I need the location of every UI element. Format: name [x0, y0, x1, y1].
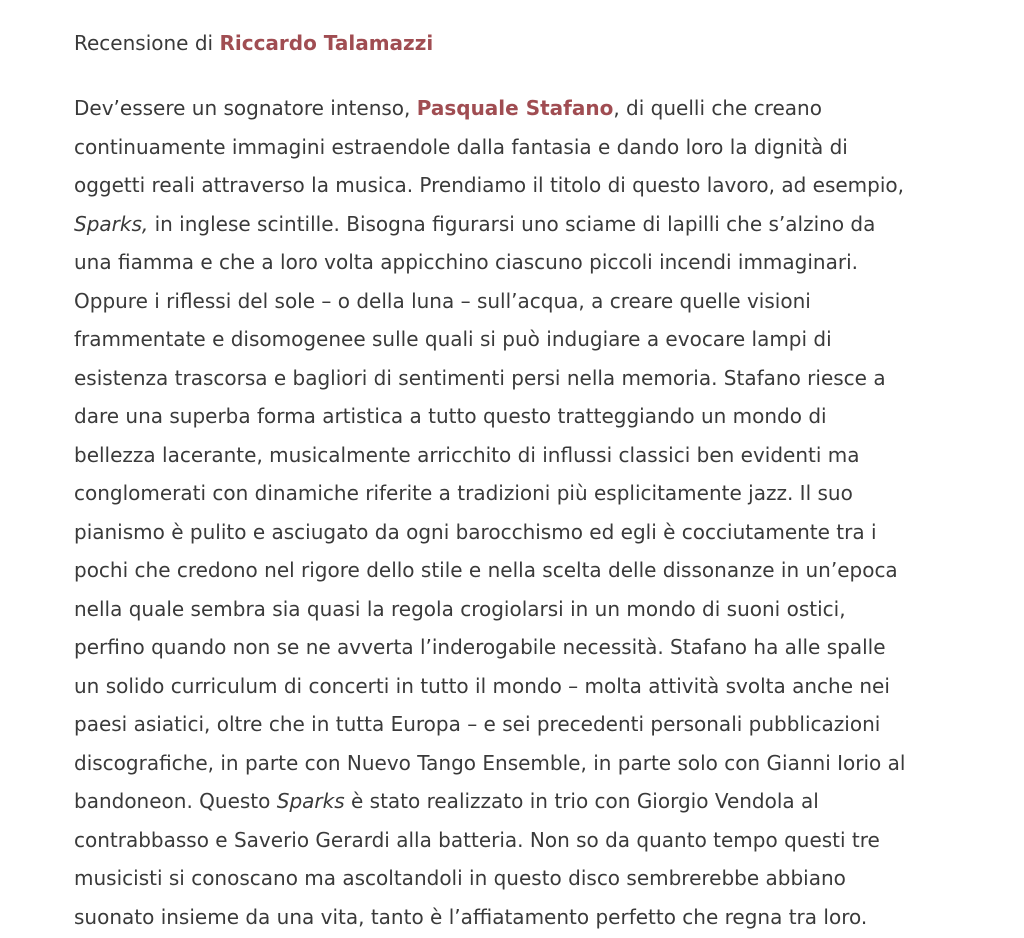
review-line-6: Oppure i riflessi del sole – o della luna – sull’acqua, a creare quelle visioni	[74, 288, 811, 313]
review-line-1-end: , di quelli che creano	[613, 96, 822, 120]
review-line-8: esistenza trascorsa e bagliori di sentimenti persi nella memoria. Stafano riesce a	[74, 365, 886, 390]
review-line-13: pochi che credono nel rigore dello stile e nella scelta delle dissonanze in un’epoca	[74, 558, 898, 582]
review-line-1-start: Dev’essere un sognatore intenso,	[74, 96, 417, 120]
review-line-14: nella quale sembra sia quasi la regola crogiolarsi in un mondo di suoni ostici,	[74, 596, 846, 621]
review-line-22: suonato insieme da una vita, tanto è l’affiatamento perfetto che regna tra loro.	[74, 904, 868, 929]
review-line-3: oggetti reali attraverso la musica. Prendiamo il titolo di questo lavoro, ad esempio,	[74, 173, 904, 197]
artist-name: Pasquale Stafano	[416, 96, 614, 120]
review-byline	[74, 28, 974, 58]
review-line-20: contrabbasso e Saverio Gerardi alla batteria. Non so da quanto tempo questi tre	[74, 827, 880, 852]
byline-author: Riccardo Talamazzi	[219, 31, 434, 55]
review-line-11: conglomerati con dinamiche riferite a tradizioni più esplicitamente jazz. Il suo	[74, 481, 853, 505]
review-line-19-end: è stato realizzato in trio con Giorgio Vendola al	[344, 789, 819, 813]
review-line-9: dare una superba forma artistica a tutto questo tratteggiando un mondo di	[74, 404, 827, 428]
review-line-15: perfino quando non se ne avverta l’inderogabile necessità. Stafano ha alle spalle	[74, 635, 886, 659]
review-line-18: discografiche, in parte con Nuevo Tango Ensemble, in parte solo con Gianni Iorio al	[74, 750, 906, 775]
review-line-1	[74, 89, 974, 128]
review-line-12: pianismo è pulito e asciugato da ogni barocchismo ed egli è cocciutamente tra i	[74, 519, 877, 544]
review-line-2: continuamente immagini estraendole dalla fantasia e dando loro la dignità di	[74, 134, 848, 159]
review-line-4-end: in inglese scintille. Bisogna figurarsi uno sciame di lapilli che s’alzino da	[148, 211, 876, 236]
review-line-7: frammentate e disomogenee sulle quali si può indugiare a evocare lampi di	[74, 327, 832, 351]
review-line-19-start: bandoneon. Questo	[74, 789, 277, 813]
review-body	[74, 89, 974, 936]
review-article	[74, 28, 974, 936]
byline-prefix: Recensione di	[74, 31, 220, 55]
review-line-16: un solido curriculum di concerti in tutto il mondo – molta attività svolta anche nei	[74, 673, 890, 698]
review-line-4	[74, 205, 974, 244]
album-title: Sparks,	[74, 211, 149, 236]
review-line-17: paesi asiatici, oltre che in tutta Europa – e sei precedenti personali pubblicazioni	[74, 712, 881, 736]
review-line-5: una fiamma e che a loro volta appicchino ciascuno piccoli incendi immaginari.	[74, 250, 858, 274]
review-line-19	[74, 782, 974, 821]
album-title-mention: Sparks	[276, 789, 345, 813]
review-line-21: musicisti si conoscano ma ascoltandoli in questo disco sembrerebbe abbiano	[74, 866, 846, 890]
review-line-10: bellezza lacerante, musicalmente arricchito di influssi classici ben evidenti ma	[74, 442, 860, 467]
